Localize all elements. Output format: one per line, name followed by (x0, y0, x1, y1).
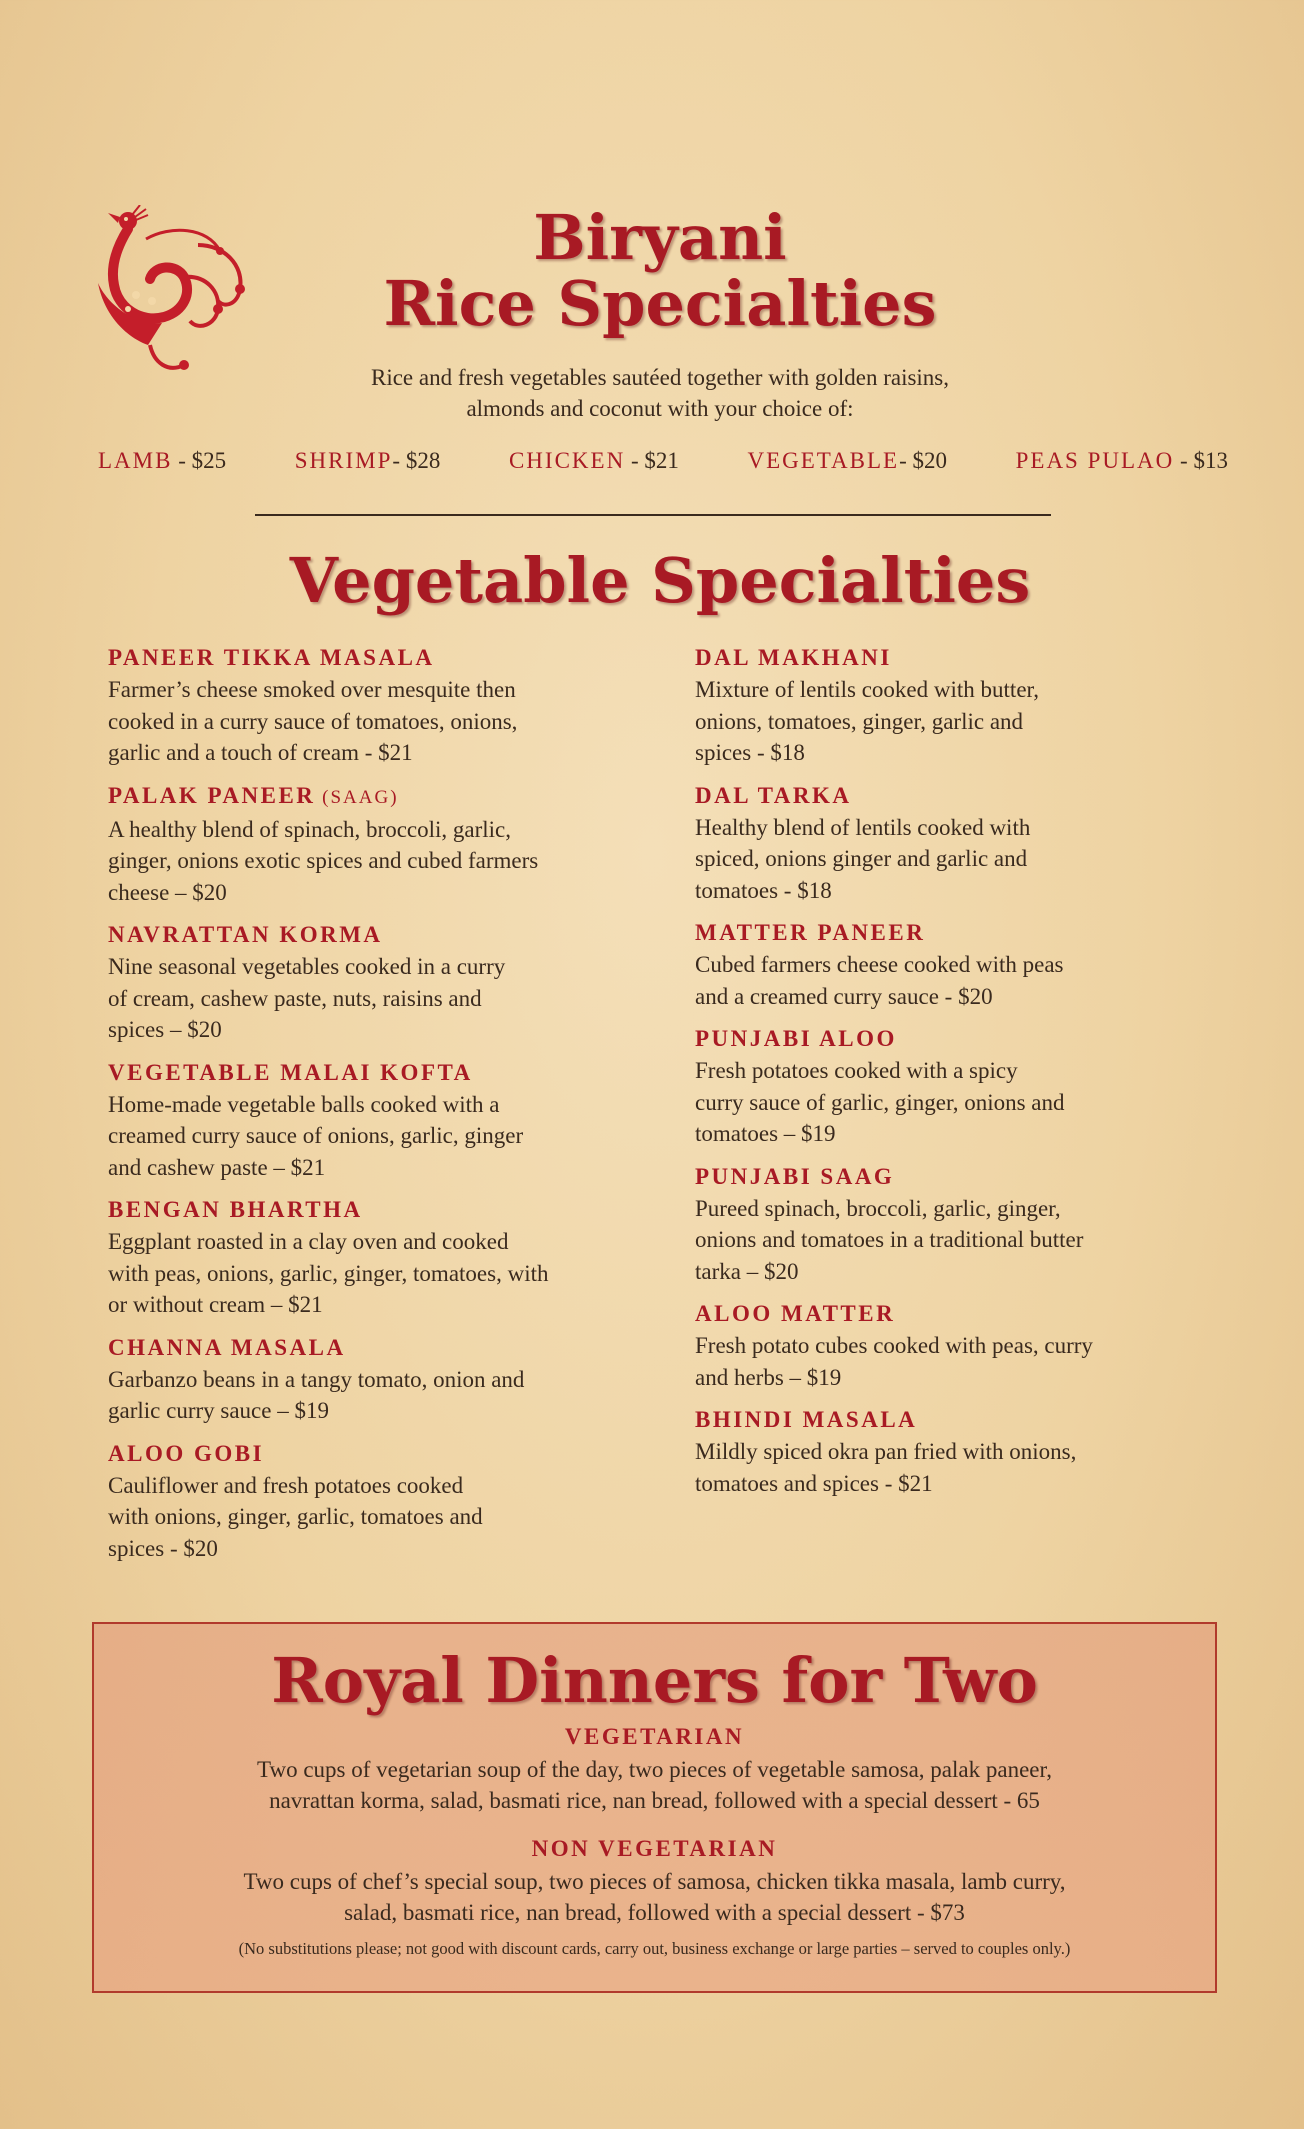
menu-item-name (695, 1298, 1195, 1330)
menu-item-name (695, 1404, 1195, 1436)
menu-item-description-line: cheese – $20 (108, 879, 227, 905)
rice-option-price: - $21 (625, 448, 679, 473)
menu-item-description-line: garlic curry sauce – $19 (108, 1398, 329, 1423)
menu-item-title: ALOO MATTER (695, 1301, 896, 1326)
royal-dinners-box (92, 1622, 1217, 1993)
menu-item-description (108, 951, 648, 1046)
menu-item-name (695, 1023, 1195, 1055)
menu-item-description (108, 1470, 648, 1565)
menu-item-title: PANEER TIKKA MASALA (108, 645, 435, 670)
menu-item-description-line: tomatoes and spices - $21 (695, 1470, 933, 1496)
vegetarian-line2: navrattan korma, salad, basmati rice, nan bread, followed with a special dessert - 65 (269, 1788, 1040, 1813)
section-divider (255, 514, 1051, 516)
menu-item-title: PUNJABI ALOO (695, 1026, 897, 1051)
menu-item-description-line: tomatoes – $19 (695, 1121, 836, 1146)
menu-item-description (695, 674, 1195, 769)
menu-item-description-line: onions and tomatoes in a traditional butter (695, 1227, 1084, 1252)
menu-item-name (695, 780, 1195, 812)
menu-item-description-line: spiced, onions ginger and garlic and (695, 846, 1028, 871)
non-vegetarian-description (94, 1866, 1215, 1928)
vegetarian-line1: Two cups of vegetarian soup of the day, two pieces of vegetable samosa, palak paneer, (257, 1757, 1052, 1782)
menu-item-name (108, 919, 648, 951)
menu-item-description-line: spices – $20 (108, 1017, 222, 1042)
menu-item (108, 1438, 648, 1565)
menu-item-name (108, 1438, 648, 1470)
non-vegetarian-line2: salad, basmati rice, nan bread, followed with a special dessert - $73 (344, 1900, 965, 1925)
menu-item-description (695, 1193, 1195, 1288)
menu-item-description-line: Mildly spiced okra pan fried with onions, (695, 1439, 1077, 1464)
rice-option-price: - $20 (899, 448, 947, 473)
vegetable-right-column (695, 642, 1195, 1510)
rice-options (98, 448, 1228, 474)
menu-item-description-line: or without cream – $21 (108, 1292, 323, 1317)
menu-item-description-line: Garbanzo beans in a tangy tomato, onion and (108, 1366, 525, 1392)
menu-item-description-line: and herbs – $19 (695, 1364, 842, 1390)
rice-option-price: - $28 (392, 448, 441, 473)
menu-item-title: PUNJABI SAAG (695, 1163, 895, 1189)
biryani-description (0, 362, 1304, 424)
menu-item-title: NAVRATTAN KORMA (108, 922, 383, 947)
menu-item-description (108, 1226, 648, 1321)
menu-item (108, 1057, 648, 1184)
vegetable-title: Vegetable Specialties (289, 544, 1031, 617)
menu-item-description-line: Fresh potatoes cooked with a spicy (695, 1058, 1018, 1083)
royal-note: (No substitutions please; not good with discount cards, carry out, business exchange or large parties – served to couples only.) (238, 1939, 1071, 1958)
menu-item-name (108, 1194, 648, 1226)
rice-option (295, 448, 441, 474)
menu-item-name (695, 1161, 1195, 1193)
menu-item-title: VEGETABLE MALAI KOFTA (108, 1059, 473, 1085)
menu-item-name (108, 1332, 648, 1364)
menu-item-description (108, 814, 648, 909)
biryani-title-line2: Rice Specialties (383, 267, 937, 340)
menu-item-description-line: garlic and a touch of cream - $21 (108, 740, 413, 765)
menu-item-description-line: Farmer’s cheese smoked over mesquite then (108, 677, 516, 702)
menu-item-name (695, 917, 1195, 949)
menu-item-name (108, 642, 648, 674)
menu-item (695, 1404, 1195, 1499)
menu-item-description (695, 1436, 1195, 1499)
menu-item (108, 1194, 648, 1321)
menu-item-description-line: Mixture of lentils cooked with butter, (695, 677, 1040, 702)
menu-item-description-line: Home-made vegetable balls cooked with a (108, 1091, 500, 1117)
menu-item-description (108, 1364, 648, 1427)
menu-item-description-line: tarka – $20 (695, 1258, 799, 1284)
rice-option-name: VEGETABLE (747, 448, 900, 473)
menu-item-title: DAL TARKA (695, 782, 852, 808)
menu-item (695, 1298, 1195, 1393)
menu-item-description-line: with onions, ginger, garlic, tomatoes and (108, 1504, 483, 1529)
biryani-desc-line2: almonds and coconut with your choice of: (466, 396, 854, 421)
rice-option-name: CHICKEN (508, 448, 626, 473)
menu-item-title: CHANNA MASALA (108, 1334, 346, 1360)
rice-option (98, 448, 226, 474)
menu-item-subtitle: (SAAG) (315, 786, 399, 808)
menu-item-description-line: Nine seasonal vegetables cooked in a curry (108, 954, 506, 979)
menu-item-description-line: and cashew paste – $21 (108, 1154, 326, 1180)
rice-option (1016, 448, 1228, 474)
menu-item (108, 1332, 648, 1427)
menu-item-description (695, 1330, 1195, 1393)
menu-item-name (695, 642, 1195, 674)
menu-item-title: BHINDI MASALA (695, 1407, 918, 1432)
menu-item-title: ALOO GOBI (108, 1440, 265, 1466)
menu-item-description-line: ginger, onions exotic spices and cubed farmers (108, 848, 539, 873)
menu-item-description-line: Pureed spinach, broccoli, garlic, ginger, (695, 1195, 1061, 1221)
biryani-title (0, 201, 1304, 340)
rice-option-price: - $25 (172, 448, 227, 473)
menu-item-description-line: and a creamed curry sauce - $20 (695, 983, 993, 1009)
menu-item (108, 919, 648, 1046)
menu-item-description-line: spices - $18 (695, 740, 805, 765)
rice-option-name: PEAS PULAO (1015, 448, 1175, 473)
menu-item-description-line: cooked in a curry sauce of tomatoes, onions, (108, 708, 518, 734)
menu-item-description-line: Healthy blend of lentils cooked with (695, 814, 1031, 840)
menu-item (695, 1161, 1195, 1288)
biryani-title-line1: Biryani (533, 201, 787, 274)
rice-option-price: - $13 (1174, 448, 1228, 473)
vegetarian-label: VEGETARIAN (564, 1724, 745, 1749)
menu-item-description-line: tomatoes - $18 (695, 877, 832, 903)
menu-item-description-line: of cream, cashew paste, nuts, raisins and (108, 985, 482, 1011)
menu-item-description-line: creamed curry sauce of onions, garlic, ginger (108, 1123, 524, 1148)
menu-item (695, 917, 1195, 1012)
menu-item-description-line: A healthy blend of spinach, broccoli, garlic, (108, 816, 512, 842)
menu-item-description-line: onions, tomatoes, ginger, garlic and (695, 708, 1024, 734)
non-vegetarian-line1: Two cups of chef’s special soup, two pieces of samosa, chicken tikka masala, lamb curry, (243, 1869, 1066, 1894)
menu-item-description-line: with peas, onions, garlic, ginger, tomatoes, with (108, 1260, 549, 1286)
menu-item-title: BENGAN BHARTHA (108, 1197, 363, 1222)
rice-option-name: SHRIMP (294, 448, 393, 473)
menu-item (695, 1023, 1195, 1150)
menu-item-description (695, 1055, 1195, 1150)
menu-item-description-line: Cubed farmers cheese cooked with peas (695, 952, 1064, 977)
menu-item-description (695, 949, 1195, 1012)
rice-option (509, 448, 679, 474)
menu-item (108, 642, 648, 769)
menu-item-title: MATTER PANEER (695, 920, 926, 945)
vegetarian-description (94, 1754, 1215, 1816)
menu-item-description-line: Cauliflower and fresh potatoes cooked (108, 1472, 464, 1498)
non-vegetarian-label: NON VEGETARIAN (531, 1836, 778, 1861)
menu-item-title: DAL MAKHANI (695, 645, 892, 670)
menu-item (108, 780, 648, 909)
biryani-desc-line1: Rice and fresh vegetables sautéed together with golden raisins, (370, 365, 949, 390)
menu-item-description-line: spices - $20 (108, 1535, 218, 1561)
rice-option-name: LAMB (98, 448, 173, 473)
rice-option (747, 448, 947, 474)
menu-item-description-line: Eggplant roasted in a clay oven and cooked (108, 1229, 509, 1254)
vegetable-left-column (108, 642, 648, 1575)
menu-item-description (695, 812, 1195, 907)
menu-item-description (108, 1089, 648, 1184)
menu-item (695, 642, 1195, 769)
menu-item-description-line: Fresh potato cubes cooked with peas, curry (695, 1333, 1093, 1358)
menu-item-description (108, 674, 648, 769)
menu-item-name (108, 780, 648, 814)
menu-item-name (108, 1057, 648, 1089)
menu-item (695, 780, 1195, 907)
royal-title: Royal Dinners for Two (271, 1644, 1038, 1717)
menu-item-description-line: curry sauce of garlic, ginger, onions and (695, 1089, 1065, 1115)
menu-item-title: PALAK PANEER (108, 782, 316, 808)
